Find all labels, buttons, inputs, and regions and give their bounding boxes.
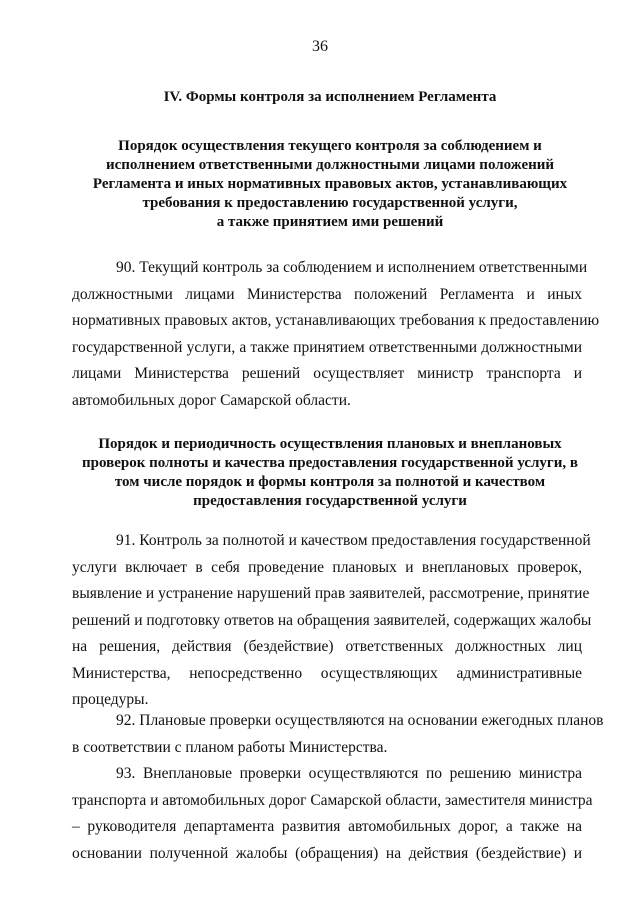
paragraph-line: нормативных правовых актов, устанавливающих требования к предоставлению (72, 312, 600, 329)
paragraph-line: государственной услуги, а также принятием ответственными должностными (72, 338, 582, 356)
paragraph-line: 93. Внеплановые проверки осуществляются по решению министра (116, 765, 582, 782)
subheading-line: требования к предоставлению государственной услуги, (142, 195, 518, 211)
subheading-line: исполнением ответственными должностными лицами положений (105, 157, 555, 173)
subheading-line: предоставления государственной услуги (193, 493, 467, 509)
subheading-line: том числе порядок и формы контроля за полнотой и качеством (114, 474, 546, 490)
subheading-line: Порядок осуществления текущего контроля за соблюдением и (118, 138, 542, 154)
subheading-current-control (60, 137, 600, 232)
paragraph-line: услуги включает в себя проведение плановых и внеплановых проверок, (72, 558, 582, 576)
paragraph-90 (72, 255, 600, 414)
paragraph-line: лицами Министерства решений осуществляет министр транспорта и (72, 365, 582, 382)
subheading-line: а также принятием ими решений (216, 214, 444, 230)
paragraph-92 (72, 708, 604, 761)
paragraph-line: 91. Контроль за полнотой и качеством предоставления государственной (116, 532, 591, 549)
paragraph-91 (72, 528, 592, 714)
paragraph-line: должностными лицами Министерства положений Регламента и иных (72, 285, 582, 303)
subheading-line: Регламента и иных нормативных правовых актов, устанавливающих (92, 176, 568, 192)
subheading-inspections (60, 435, 600, 511)
paragraph-line: Министерства, непосредственно осуществляющих административные (72, 664, 582, 682)
paragraph-93 (72, 761, 593, 867)
section-title-text: IV. Формы контроля за исполнением Регламента (163, 89, 497, 105)
paragraph-line: на решения, действия (бездействие) ответственных должностных лиц (72, 638, 582, 655)
paragraph-line: выявление и устранение нарушений прав заявителей, рассмотрение, принятие (72, 585, 590, 602)
page-number: 36 (312, 38, 328, 55)
paragraph-line: процедуры. (72, 691, 149, 708)
paragraph-line: 90. Текущий контроль за соблюдением и исполнением ответственными (116, 259, 588, 276)
paragraph-line: основании полученной жалобы (обращения) на действия (бездействие) и (72, 844, 582, 862)
paragraph-line: 92. Плановые проверки осуществляются на основании ежегодных планов (116, 712, 604, 729)
subheading-line: Порядок и периодичность осуществления плановых и внеплановых (98, 436, 562, 452)
paragraph-line: решений и подготовку ответов на обращения заявителей, содержащих жалобы (72, 611, 592, 629)
paragraph-line: – руководителя департамента развития автомобильных дорог, а также на (72, 818, 582, 835)
subheading-line: проверок полноты и качества предоставления государственной услуги, в (81, 455, 578, 471)
paragraph-line: в соответствии с планом работы Министерства. (72, 738, 388, 756)
paragraph-line: транспорта и автомобильных дорог Самарской области, заместителя министра (72, 791, 593, 809)
paragraph-line: автомобильных дорог Самарской области. (72, 391, 351, 409)
section-title (60, 88, 600, 107)
